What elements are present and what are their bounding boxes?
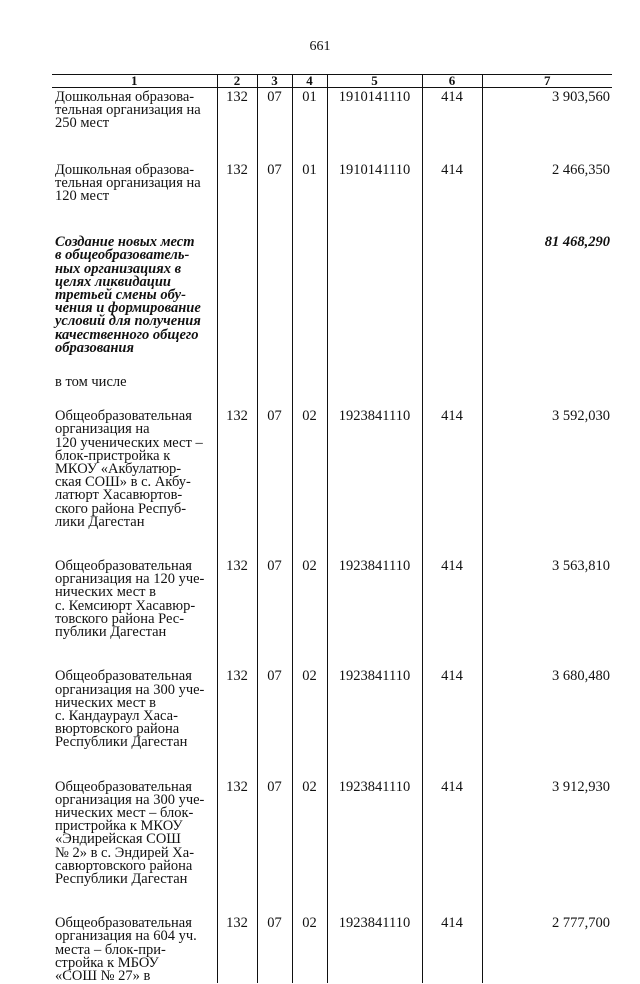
budget-table	[52, 74, 612, 983]
cell-c3	[257, 233, 292, 373]
cell-c7	[482, 373, 612, 407]
row-name-line: Дошкольная образова-	[55, 161, 195, 178]
cell-c7: 3 912,930	[482, 778, 612, 915]
cell-c3: 07	[257, 161, 292, 234]
column-header: 5	[327, 75, 422, 88]
row-name-line: ского района Респуб-	[55, 500, 187, 517]
row-name-line: латюрт Хасавюртов-	[55, 487, 183, 504]
cell-c4: 02	[292, 778, 327, 915]
row-name-line: Общеобразовательная	[55, 778, 192, 795]
cell-c5: 1910141110	[327, 88, 422, 161]
table-row	[52, 557, 612, 667]
cell-c6: 414	[422, 914, 482, 983]
row-name-line: нических мест в	[55, 584, 156, 601]
column-header: 2	[217, 75, 257, 88]
cell-c2	[217, 373, 257, 407]
cell-c7: 81 468,290	[482, 233, 612, 373]
cell-c5	[327, 373, 422, 407]
row-name-line: «СОШ № 27» в	[55, 967, 151, 984]
cell-c7: 3 563,810	[482, 557, 612, 667]
row-name-line: лики Дагестан	[55, 513, 145, 530]
row-name-line: организация на	[55, 421, 150, 438]
cell-c5: 1923841110	[327, 914, 422, 983]
row-name-line: условий для получения	[55, 313, 201, 330]
row-name-line: 120 мест	[55, 188, 110, 205]
table-row	[52, 407, 612, 557]
cell-c3: 07	[257, 88, 292, 161]
row-name-line: организация на 300 уче-	[55, 681, 205, 698]
cell-c5: 1923841110	[327, 667, 422, 777]
cell-c7: 2 466,350	[482, 161, 612, 234]
row-name	[52, 88, 217, 161]
cell-c3	[257, 373, 292, 407]
cell-c5: 1923841110	[327, 407, 422, 557]
row-name-line: № 2» в с. Эндирей Ха-	[55, 844, 195, 861]
cell-c2: 132	[217, 557, 257, 667]
row-name-line: организация на 604 уч.	[55, 928, 197, 945]
row-name-line: чения и формирование	[55, 300, 201, 317]
row-name-line: ская СОШ» в с. Акбу-	[55, 474, 191, 491]
table-row	[52, 161, 612, 234]
row-name-line: блок-пристройка к	[55, 447, 171, 464]
row-name-line: с. Кемсиюрт Хасавюр-	[55, 597, 196, 614]
row-name-line: Общеобразовательная	[55, 668, 192, 685]
row-name	[52, 914, 217, 983]
header-row	[52, 75, 612, 88]
cell-c2: 132	[217, 778, 257, 915]
row-name-line: в общеобразователь-	[55, 247, 190, 264]
table-row	[52, 914, 612, 983]
column-header: 1	[52, 75, 217, 88]
row-name-line: Общеобразовательная	[55, 558, 192, 575]
cell-c6	[422, 373, 482, 407]
row-name-line: качественного общего	[55, 326, 199, 343]
row-name-line: тельная организация на	[55, 174, 201, 191]
row-name-line: в том числе	[55, 374, 127, 391]
row-name-line: тельная организация на	[55, 102, 201, 119]
table-body	[52, 88, 612, 984]
table-row	[52, 233, 612, 373]
row-name-line: пристройка к МКОУ	[55, 818, 183, 835]
cell-c7: 3 903,560	[482, 88, 612, 161]
cell-c6: 414	[422, 88, 482, 161]
row-name	[52, 778, 217, 915]
cell-c3: 07	[257, 407, 292, 557]
cell-c2: 132	[217, 667, 257, 777]
cell-c5: 1923841110	[327, 778, 422, 915]
row-name-line: Общеобразовательная	[55, 915, 192, 932]
cell-c5: 1910141110	[327, 161, 422, 234]
cell-c4: 02	[292, 667, 327, 777]
row-name-line: нических мест – блок-	[55, 804, 194, 821]
row-name	[52, 373, 217, 407]
row-name	[52, 407, 217, 557]
row-name-line: Дошкольная образова-	[55, 89, 195, 105]
row-name-line: Республики Дагестан	[55, 870, 188, 887]
cell-c4: 02	[292, 914, 327, 983]
row-name-line: образования	[55, 339, 134, 356]
row-name-line: 120 ученических мест –	[55, 434, 203, 451]
row-name	[52, 667, 217, 777]
page-number: 661	[309, 39, 331, 54]
cell-c3: 07	[257, 667, 292, 777]
row-name-line: Республики Дагестан	[55, 734, 188, 751]
cell-c6: 414	[422, 778, 482, 915]
cell-c5: 1923841110	[327, 557, 422, 667]
row-name-line: организация на 300 уче-	[55, 791, 205, 808]
column-header: 3	[257, 75, 292, 88]
column-header: 7	[482, 75, 612, 88]
table-row	[52, 373, 612, 407]
cell-c3: 07	[257, 557, 292, 667]
row-name-line: места – блок-при-	[55, 941, 166, 958]
cell-c4: 01	[292, 88, 327, 161]
cell-c4: 02	[292, 407, 327, 557]
row-name-line: целях ликвидации	[55, 273, 171, 290]
row-name-line: организация на 120 уче-	[55, 571, 205, 588]
table-row	[52, 778, 612, 915]
row-name-line: третьей смены обу-	[55, 287, 186, 304]
cell-c6: 414	[422, 407, 482, 557]
row-name-line: публики Дагестан	[55, 624, 167, 641]
cell-c2: 132	[217, 88, 257, 161]
cell-c4	[292, 373, 327, 407]
row-name-line: вюртовского района	[55, 721, 180, 738]
column-header: 6	[422, 75, 482, 88]
cell-c7: 3 680,480	[482, 667, 612, 777]
cell-c2: 132	[217, 161, 257, 234]
cell-c7: 2 777,700	[482, 914, 612, 983]
row-name-line: 250 мест	[55, 115, 110, 132]
row-name	[52, 233, 217, 373]
row-name-line: с. Кандаураул Хаса-	[55, 707, 178, 724]
row-name	[52, 161, 217, 234]
cell-c4: 02	[292, 557, 327, 667]
row-name-line: товского района Рес-	[55, 610, 185, 627]
cell-c7: 3 592,030	[482, 407, 612, 557]
cell-c5	[327, 233, 422, 373]
row-name-line: Создание новых мест	[55, 234, 195, 251]
row-name-line: ных организациях в	[55, 260, 182, 277]
cell-c6	[422, 233, 482, 373]
table-row	[52, 667, 612, 777]
cell-c3: 07	[257, 914, 292, 983]
column-header: 4	[292, 75, 327, 88]
row-name-line: МКОУ «Акбулатюр-	[55, 461, 182, 478]
cell-c6: 414	[422, 161, 482, 234]
cell-c2	[217, 233, 257, 373]
cell-c2: 132	[217, 914, 257, 983]
cell-c4: 01	[292, 161, 327, 234]
row-name-line: стройка к МБОУ	[55, 954, 159, 971]
row-name-line: Общеобразовательная	[55, 408, 192, 425]
cell-c3: 07	[257, 778, 292, 915]
row-name-line: нических мест в	[55, 694, 156, 711]
row-name-line: «Эндирейская СОШ	[55, 831, 181, 848]
table-row	[52, 88, 612, 161]
row-name-line: савюртовского района	[55, 857, 193, 874]
cell-c4	[292, 233, 327, 373]
row-name	[52, 557, 217, 667]
cell-c2: 132	[217, 407, 257, 557]
cell-c6: 414	[422, 667, 482, 777]
cell-c6: 414	[422, 557, 482, 667]
